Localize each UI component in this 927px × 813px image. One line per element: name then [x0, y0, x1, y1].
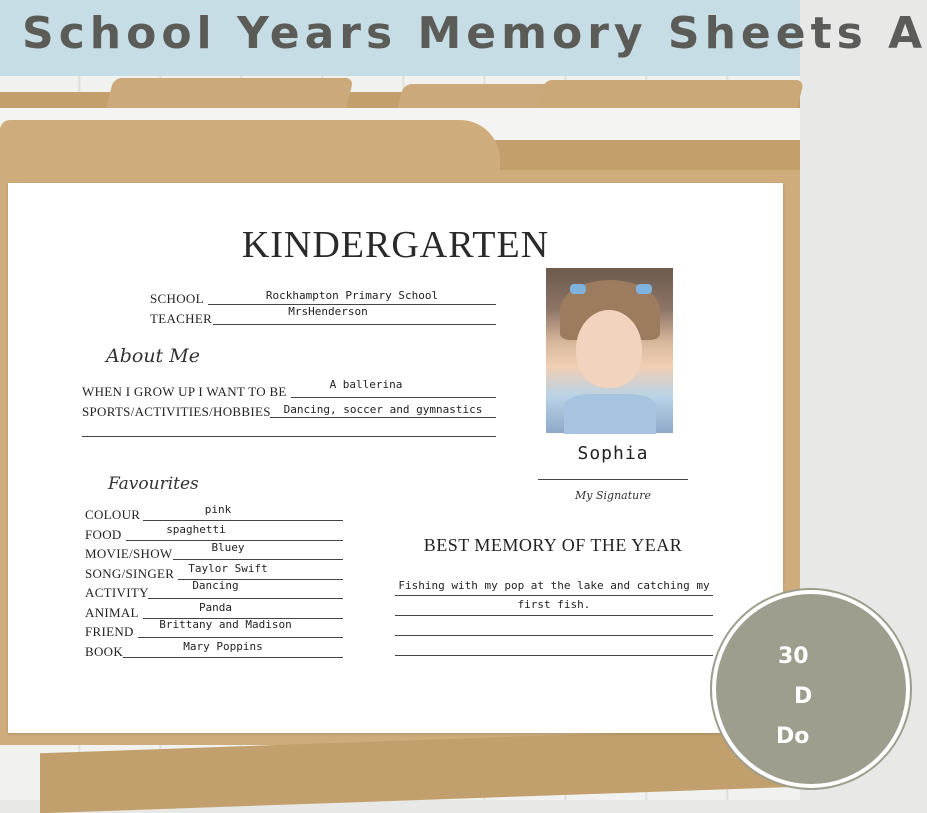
favourite-line [143, 520, 343, 521]
grow-up-label: WHEN I GROW UP I WANT TO BE [82, 384, 287, 399]
favourite-label: FRIEND [85, 624, 134, 639]
badge-line2: D [794, 684, 813, 709]
banner-title: School Years Memory Sheets A [22, 8, 927, 59]
photo-bow [570, 284, 586, 294]
about-me-heading: About Me [106, 345, 200, 367]
memory-text-line2: first fish. [517, 598, 591, 611]
teacher-line [213, 324, 496, 325]
blank-line [82, 436, 496, 437]
favourite-value: Bluey [211, 541, 245, 554]
favourite-label: ANIMAL [85, 605, 139, 620]
best-memory-heading: BEST MEMORY OF THE YEAR [423, 535, 683, 555]
favourite-line [173, 559, 343, 560]
child-name: Sophia [577, 443, 649, 464]
favourite-value: Brittany and Madison [159, 618, 292, 631]
signature-line [538, 479, 688, 480]
favourite-value: pink [204, 503, 232, 516]
favourite-value: spaghetti [166, 523, 226, 536]
favourite-value: Panda [198, 601, 233, 614]
sports-value: Dancing, soccer and gymnastics [283, 403, 483, 416]
badge-line3: Do [776, 724, 810, 749]
teacher-label: TEACHER [150, 311, 213, 326]
memory-text-line1: Fishing with my pop at the lake and catching my [398, 579, 710, 592]
folder-tab [106, 78, 353, 108]
sports-label: SPORTS/ACTIVITIES/HOBBIES [82, 404, 271, 419]
favourite-label: MOVIE/SHOW [85, 546, 173, 561]
favourites-heading: Favourites [108, 474, 199, 494]
memory-line [395, 635, 713, 636]
promo-badge [712, 590, 910, 788]
favourite-value: Taylor Swift [188, 562, 268, 575]
memory-line [395, 595, 713, 596]
favourite-label: COLOUR [85, 507, 141, 522]
grow-up-value: A ballerina [329, 378, 403, 391]
sports-line [270, 417, 496, 418]
favourite-label: ACTIVITY [85, 585, 149, 600]
photo-face [576, 310, 642, 388]
school-value: Rockhampton Primary School [265, 289, 439, 302]
badge-line1: 30 [778, 644, 809, 669]
signature-label: My Signature [575, 489, 651, 502]
sheet-title: KINDERGARTEN [241, 224, 550, 266]
favourite-line [148, 598, 343, 599]
photo-collar [564, 394, 656, 434]
memory-line [395, 615, 713, 616]
grow-up-line [291, 397, 496, 398]
favourite-value: Dancing [192, 579, 239, 592]
teacher-value: MrsHenderson [288, 305, 368, 318]
title-banner [0, 0, 927, 76]
favourite-label: FOOD [85, 527, 122, 542]
memory-line [395, 655, 713, 656]
favourite-line [123, 657, 343, 658]
favourite-line [138, 637, 343, 638]
photo-bow [636, 284, 652, 294]
school-label: SCHOOL [150, 291, 204, 306]
favourite-label: SONG/SINGER [85, 566, 175, 581]
child-photo [546, 268, 673, 433]
favourite-value: Mary Poppins [183, 640, 263, 653]
memory-sheet [8, 183, 783, 733]
favourite-label: BOOK [85, 644, 124, 659]
